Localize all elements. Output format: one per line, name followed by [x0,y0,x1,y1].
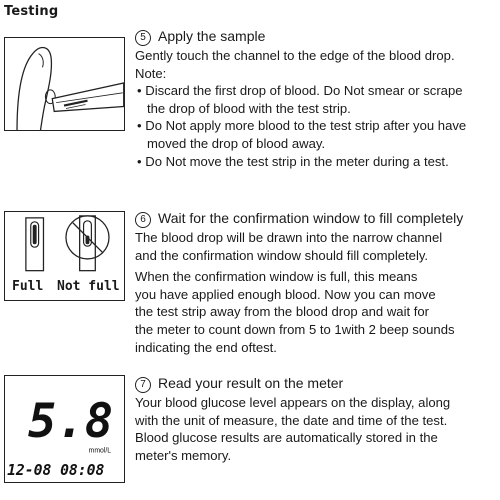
step-wait-confirmation [135,210,497,356]
step6-line: you have applied enough blood. Now you can move [135,286,436,302]
step5-bullet: • Do Not apply more blood to the test strip after you have [137,118,467,134]
step6-line: indicating the end oftest. [135,339,277,355]
step6-title: Wait for the confirmation window to fill completely [158,210,464,226]
step7-number: 7 [135,377,151,393]
meter-screen [5,376,124,482]
step7-title: Read your result on the meter [158,375,344,391]
label-full: Full [12,279,44,294]
step7-line: with the unit of measure, the date and time of the test. [135,412,448,428]
unit-label: mmol/L [88,447,112,455]
step5-title: Apply the sample [158,28,266,44]
step5-line: Gently touch the channel to the edge of the blood drop. [135,48,455,63]
step6-heading [135,210,497,228]
apply-sample-illustration [4,37,125,131]
step5-bullet: • Discard the first drop of blood. Do Not smear or scrape [137,83,463,99]
section-title: Testing [4,4,59,19]
time-readout: 08:08 [60,462,105,480]
step6-line: and the confirmation window should fill completely. [135,247,429,263]
label-not-full: Not full [57,279,120,294]
step5-bullet-cont: the drop of blood with the test strip. [147,100,351,116]
step6-line: The blood drop will be drawn into the narrow channel [135,230,443,245]
step-read-result [135,375,497,464]
step-apply-sample [135,28,497,170]
step5-number: 5 [135,30,151,46]
meter-display-illustration [4,375,125,483]
finger-strip-icon [5,38,124,130]
step6-line: the meter to count down from 5 to 1with 2 beep sounds [135,321,455,337]
confirmation-window-illustration [4,211,125,301]
step6-number: 6 [135,212,151,228]
step5-bullet: • Do Not move the test strip in the meter during a test. [137,153,449,169]
step7-line: Blood glucose results are automatically stored in the [135,430,438,446]
step5-heading [135,28,497,46]
date-readout: 12-08 [7,462,52,480]
glucose-reading: 5.8 [27,393,114,449]
step6-line: the test strip away from the blood drop and wait for [135,304,430,320]
step6-line: When the confirmation window is full, this means [135,269,418,285]
step5-bullet-cont: moved the drop of blood away. [147,135,326,151]
step7-line: Your blood glucose level appears on the display, along [135,395,451,410]
step7-heading [135,375,497,393]
step7-line: meter's memory. [135,447,232,463]
step5-note: Note: [135,65,167,81]
